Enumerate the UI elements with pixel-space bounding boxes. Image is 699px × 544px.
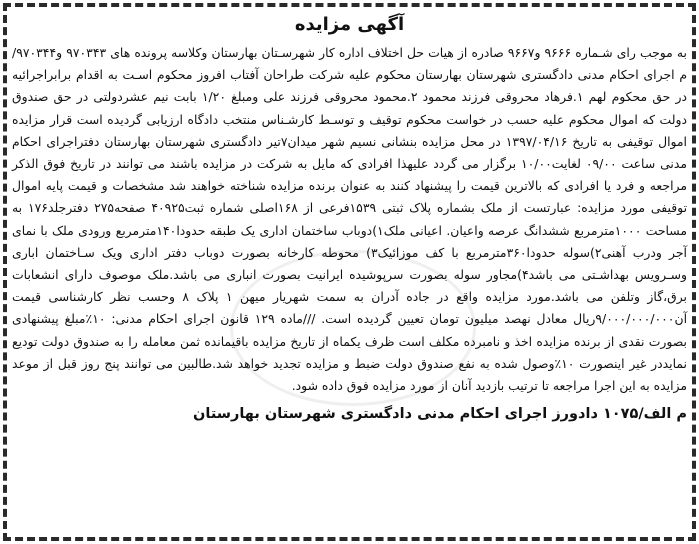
notice-title: آگهی مزایده — [294, 14, 405, 35]
notice-signature: م الف/۱۰۷۵ دادورز اجرای احکام مدنی دادگستری شهرستان بهارستان — [193, 406, 687, 423]
notice-body: به موجب رای شـماره ۹۶۶۶ و۹۶۶۷ صادره از هیات حل اختلاف اداره کار شهرسـتان بهارستان وکلاسه پرونده های ۹۷۰۳۴۳ و۹۷۰۳۴۴/م اجرای احکام مدنی دادگستری شهرستان بهارستان محکوم علیه شرکت طراحان آفتاب افروز محکوم اسـت به اقدام برابراجرائیه در حق محکوم لهم ۱.فرهاد محروقی فرزند محمود ۲.محمود محروقی فرزند علی ومبلغ ۱/۲۰ بابت نیم عشردولتی در حق صندوق دولت که اموال محکوم علیه حسب در خواست محکوم توقیف و توسـط کارشـناس منتخب دادگاه ارزیابی گردیده است قرار مزایده اموال توقیفی به تاریخ ۱۳۹۷/۰۴/۱۶ در محل مزایده بنشانی نسیم شهر میدان۷تیر دادگستری شهرستان بهارستان دفتراجرای احکام مدنی ساعت ۰۹/۰۰ لغایت۱۰/۰۰ برگزار می گردد علیهذا افرادی که مایل به شرکت در مزایده باشند می توانند در تاریخ فوق الذکر مراجعه و فرد یا افرادی که بالاترین قیمت را پیشنهاد کنند به عنوان برنده مزایده شناخته خواهند شد مشخصات و قیمت پایه اموال توقیفی مورد مزایده: عبارتست از ملک بشماره پلاک ثبتی ۱۵۳۹فرعی از ۱۶۸اصلی شماره ثبت۴۰۹۲۵ صفحه۲۷۵ دفترجلد۱۷۶ به مساحت ۱۰۰۰مترمربع ششدانگ عرصه واعیان. اعیانی ملک۱)دوباب ساختمان اداری یک طبقه حدودا۱۴۰مترمربع ورودی ملک با نمای آجر ودرب آهنی۲)سوله حدودا۳۶۰مترمربع با کف موزائیک۳) محوطه کارخانه بصورت دوباب دفتر اداری ویک سـاختمان اباری وسـرویس بهداشـتی می باشد۴)مجاور سوله بصورت سرپوشیده ایرانیت بصورت انباری می باشد.ملک موصوف دارای انشعابات برق،گاز وتلفن می باشد.مورد مزایده واقع در جاده آدران به سمت شهریار میهن ۱ پلاک ۸ وحسب نظر کارشناسی قیمت آن۹/۰۰۰/۰۰۰/۰۰۰ریال معادل نهصد میلیون تومان تعیین گردیده است. ///ماده ۱۲۹ قانون اجرای احکام مدنی: ۱۰٪مبلغ پیشنهادی بصورت نقدی از برنده مزایده اخذ و نامبرده مکلف است ظرف یکماه از تاریخ مزایده باقیمانده ثمن معامله را به صندوق دولت تودیع نمایددر غیر اینصورت ۱۰٪وصول شده به نفع صندوق دولت ضبط و مزایده تجدید خواهد شد.طالبین می توانند پنج روز قبل از موعد مزایده به این اجرا مراجعه تا ترتیب بازدید آنان از مورد مزایده فوق داده شود. — [12, 45, 688, 394]
notice-content — [12, 10, 687, 534]
